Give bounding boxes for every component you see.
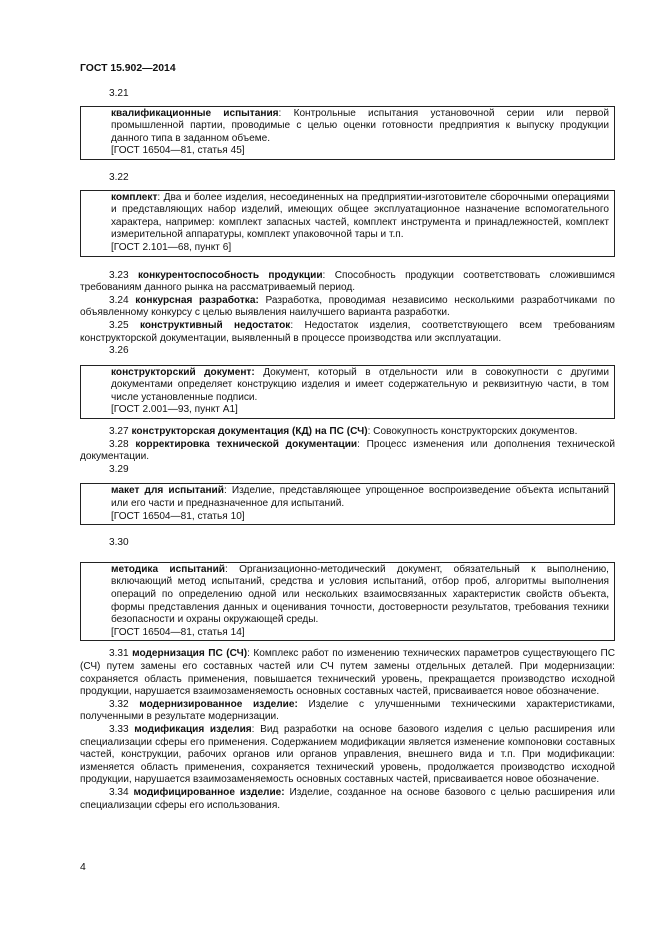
term: квалификационные испытания	[111, 107, 279, 119]
definition-box	[80, 190, 615, 257]
definition: Изделие с улучшенными техническими характеристиками, полученными в результате модернизации.	[80, 698, 615, 723]
term: модифицированное изделие:	[133, 786, 285, 798]
term: модификация изделия	[134, 723, 252, 735]
term: конкурентоспособность продукции	[138, 269, 323, 281]
entry-number: 3.30	[109, 537, 129, 549]
page-number: 4	[80, 862, 86, 873]
entry-number: 3.24	[109, 294, 129, 306]
source-reference: [ГОСТ 2.101—68, пункт 6]	[111, 241, 232, 253]
definition: Два и более изделия, несоединенных на предприятии-изготовителе сборочными операциями и представляющих набор изделий, имеющих общее эксплуатационное назначение вспомогательного характера, например: комплект запасных частей, комплект инструмента и принадлежностей, комплект измерительной аппаратуры, комплект упаковочной тары и т.п.	[111, 191, 610, 241]
entry-number: 3.22	[109, 171, 129, 183]
definition-text: квалификационные испытания: Контрольные испытания установочной серии или первой промышленной партии, проводимые с целью оценки готовности предприятия к выпуску продукции данного типа в заданном объеме.	[111, 107, 609, 144]
entry-number: 3.23	[109, 269, 129, 281]
definition-text	[111, 367, 609, 405]
definition: Вид разработки на основе базового изделия с целью расширения или специализации сферы его применения. Содержанием модификации является изменение компоновки составных частей, конструкции, рабочих органов или органов управления, внешнего вида и т.п. При модификации: изменяется область применения, сохраняется технический уровень, продолжается производство исходной продукции, нарушается взаимозаменяемость основных составных частей, присваивается новое обозначение.	[80, 723, 615, 786]
definition-paragraph: 3.31 модернизация ПС (СЧ): Комплекс работ по изменению технических параметров существующего ПС (СЧ) путем замены его составных частей или СЧ путем замены отдельных деталей. При модернизации: сохраняется область применения, повышается технический уровень, прекращается производство исходной продукции, нарушается взаимозаменяемость основных составных частей, присваивается новое обозначение.	[80, 648, 616, 698]
entry-number: 3.31	[109, 648, 129, 660]
definition: Комплекс работ по изменению технических параметров существующего ПС (СЧ) путем замены его составных частей или СЧ путем замены отдельных деталей. При модернизации: сохраняется область применения, повышается технический уровень, прекращается производство исходной продукции, нарушается взаимозаменяемость основных составных частей, присваивается новое обозначение.	[80, 648, 616, 698]
term: корректировка технической документации	[135, 438, 358, 450]
entry-number: 3.32	[109, 698, 129, 710]
definition-text: методика испытаний: Организационно-методический документ, обязательный к выполнению, включающий метод испытаний, средства и условия испытаний, отбор проб, алгоритмы выполнения операций по определению одной или нескольких взаимосвязанных характеристик свойств объекта, формы представления данных и оценивания точности, достоверности результатов, требования техники безопасности и охраны окружающей среды.	[111, 563, 609, 626]
definition-paragraph	[80, 699, 615, 724]
term: макет для испытаний	[111, 485, 224, 497]
definition: Совокупность конструкторских документов.	[373, 426, 578, 438]
source-reference: [ГОСТ 16504—81, статья 10]	[111, 510, 245, 522]
entry-number: 3.28	[109, 438, 129, 450]
definition-box	[80, 365, 615, 419]
definition: Документ, который в отдельности или в совокупности с другими документами определяет конструкцию изделия и имеет содержательную и реквизитную части, в том числе установленные подписи.	[111, 366, 610, 403]
entry-number: 3.21	[109, 88, 129, 99]
definition: Контрольные испытания установочной серии или первой промышленной партии, проводимые с целью оценки готовности предприятия к выпуску продукции данного типа в заданном объеме.	[111, 107, 609, 144]
term: конструкторский документ:	[111, 366, 255, 378]
definition-paragraph	[80, 295, 615, 320]
term: модернизированное изделие:	[139, 698, 298, 710]
entry-number: 3.29	[109, 463, 129, 475]
definition: Разработка, проводимая независимо несколькими разработчиками по объявленному конкурсу с целью выявления наилучшего варианта разработки.	[80, 294, 615, 319]
source-reference: [ГОСТ 16504—81, статья 14]	[111, 626, 245, 638]
definition: Недостаток изделия, соответствующего всем требованиям конструкторской документации, выявленный в процессе производства или эксплуатации.	[80, 319, 615, 344]
term: комплект	[111, 191, 158, 203]
definition: Способность продукции соответствовать сложившимся требованиям данного рынка на рассматриваемый период.	[80, 269, 615, 294]
term: методика испытаний	[111, 563, 226, 575]
definition: Процесс изменения или дополнения технической документации.	[80, 438, 615, 463]
source-reference: [ГОСТ 16504—81, статья 45]	[111, 145, 245, 157]
standard-header: ГОСТ 15.902—2014	[80, 63, 176, 74]
source-reference: [ГОСТ 2.001—93, пункт А1]	[111, 404, 238, 416]
definition-paragraph	[80, 787, 615, 812]
definition-text: макет для испытаний: Изделие, представляющее упрощенное воспроизведение объекта испытаний или его части и предназначенное для испытаний.	[111, 485, 610, 510]
definition-paragraph: 3.27 конструкторская документация (КД) на ПС (СЧ): Совокупность конструкторских документов.	[109, 426, 578, 438]
definition-paragraph: 3.25 конструктивный недостаток: Недостаток изделия, соответствующего всем требованиям конструкторской документации, выявленный в процессе производства или эксплуатации.	[80, 319, 615, 344]
definition-text: комплект: Два и более изделия, несоединенных на предприятии-изготовителе сборочными операциями и представляющих набор изделий, имеющих общее эксплуатационное назначение вспомогательного характера, например: комплект запасных частей, комплект инструмента и принадлежностей, комплект измерительной аппаратуры, комплект упаковочной тары и т.п.	[111, 191, 610, 241]
definition-paragraph: 3.23 конкурентоспособность продукции: Способность продукции соответствовать сложившимся требованиям данного рынка на рассматриваемый период.	[80, 269, 615, 294]
definition-paragraph: 3.33 модификация изделия: Вид разработки на основе базового изделия с целью расширения или специализации сферы его применения. Содержанием модификации является изменение компоновки составных частей, конструкции, рабочих органов или органов управления, внешнего вида и т.п. При модификации: изменяется область применения, сохраняется технический уровень, продолжается производство исходной продукции, нарушается взаимозаменяемость основных составных частей, присваивается новое обозначение.	[80, 723, 615, 786]
term: конкурсная разработка:	[135, 294, 259, 306]
definition: Изделие, созданное на основе базового с целью расширения или специализации сферы его использования.	[80, 786, 615, 811]
term: конструкторская документация (КД) на ПС (СЧ)	[131, 426, 368, 438]
definition-box	[80, 106, 615, 160]
definition: Организационно-методический документ, обязательный к выполнению, включающий метод испытаний, средства и условия испытаний, отбор проб, алгоритмы выполнения операций по определению одной или нескольких взаимосвязанных характеристик свойств объекта, формы представления данных и оценивания точности, достоверности результатов, требования техники безопасности и охраны окружающей среды.	[111, 563, 609, 626]
entry-number: 3.26	[109, 345, 129, 357]
entry-number: 3.25	[109, 319, 129, 331]
definition-box	[80, 562, 615, 642]
entry-number: 3.27	[109, 426, 129, 438]
entry-number: 3.34	[109, 786, 129, 798]
definition-paragraph: 3.28 корректировка технической документации: Процесс изменения или дополнения технической документации.	[80, 438, 615, 463]
entry-number: 3.33	[109, 723, 129, 735]
definition-box	[80, 483, 615, 525]
terms-list	[80, 88, 615, 812]
term: конструктивный недостаток	[139, 319, 291, 331]
term: модернизация ПС (СЧ)	[132, 648, 248, 660]
definition: Изделие, представляющее упрощенное воспроизведение объекта испытаний или его части и предназначенное для испытаний.	[111, 485, 610, 510]
